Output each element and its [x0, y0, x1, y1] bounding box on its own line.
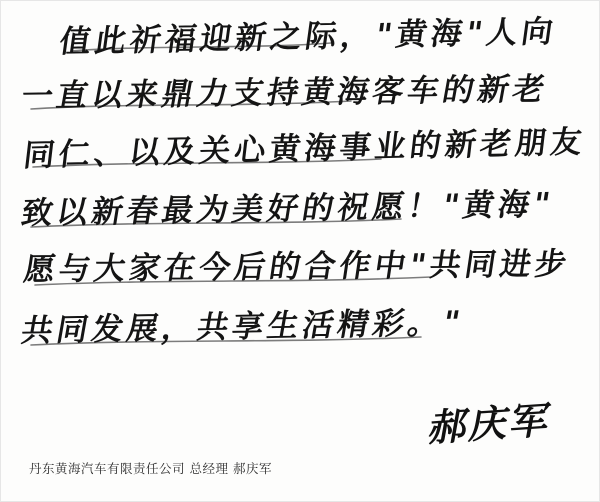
handwritten-line-2: 一直以来鼎力支持黄海客车的新老: [18, 71, 552, 115]
signature: 郝庆军: [425, 396, 556, 451]
handwritten-line-6: 共同发展，共享生活精彩。": [18, 304, 467, 350]
handwritten-line-4: 致以新春最为美好的祝愿！"黄海": [18, 186, 557, 232]
handwriting-area: [1, 1, 600, 456]
handwritten-line-5: 愿与大家在今后的合作中"共同进步: [21, 246, 573, 288]
handwritten-line-1: 值此祈福迎新之际，"黄海"人向: [57, 13, 560, 61]
handwritten-line-3: 同仁、以及关心黄海事业的新老朋友: [21, 124, 588, 174]
caption-company-title: 丹东黄海汽车有限责任公司 总经理 郝庆军: [29, 461, 272, 476]
